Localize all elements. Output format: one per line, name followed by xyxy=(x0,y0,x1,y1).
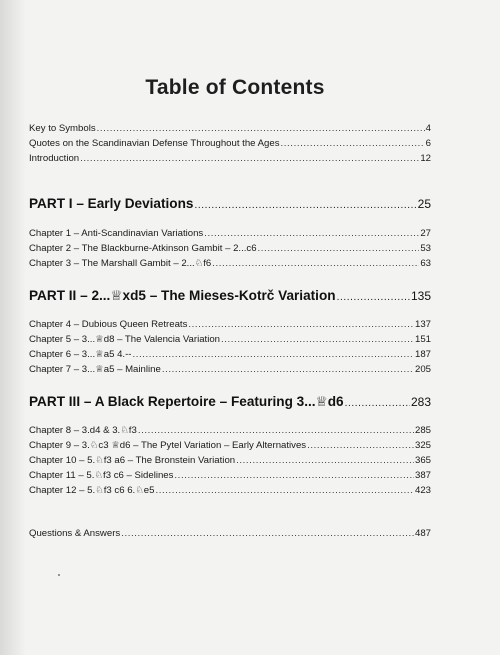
toc-entry-title: Chapter 12 – 5.♘f3 c6 6.♘e5 xyxy=(29,485,155,496)
toc-entry-page: 205 xyxy=(414,364,431,375)
toc-entry-title: Chapter 6 – 3...♕a5 4.-- xyxy=(29,349,132,360)
toc-entry[interactable] xyxy=(29,256,431,271)
dot-leader xyxy=(138,423,414,438)
toc-entry-page: 53 xyxy=(420,243,431,254)
toc-entry[interactable] xyxy=(29,453,431,468)
toc-entry-page: 4 xyxy=(425,123,431,134)
toc-entry-page: 12 xyxy=(420,153,431,164)
paper-speck xyxy=(58,574,60,576)
toc-part-2-chapters xyxy=(29,317,431,377)
toc-entry[interactable] xyxy=(29,121,431,136)
page-title: Table of Contents xyxy=(145,76,325,99)
toc-outro xyxy=(29,526,431,541)
dot-leader xyxy=(221,332,414,347)
dot-leader xyxy=(236,453,414,468)
toc-entry-title: Chapter 4 – Dubious Queen Retreats xyxy=(29,319,188,330)
toc-entry-page: 365 xyxy=(414,455,431,466)
dot-leader xyxy=(204,226,419,241)
toc-part-1-chapters xyxy=(29,226,431,271)
toc-entry-title: Introduction xyxy=(29,153,80,164)
dot-leader xyxy=(212,256,419,271)
toc-entry-page: 151 xyxy=(414,334,431,345)
toc-part-1 xyxy=(29,193,431,215)
toc-intro xyxy=(29,121,431,166)
toc-part-page: 135 xyxy=(410,289,431,303)
toc-part-heading[interactable] xyxy=(29,285,431,307)
toc-entry-title: Chapter 2 – The Blackburne-Atkinson Gambit – 2...c6 xyxy=(29,243,257,254)
toc-part-title: PART II – 2...♕xd5 – The Mieses-Kotrč Variation xyxy=(29,288,336,303)
toc-entry-title: Chapter 7 – 3...♕a5 – Mainline xyxy=(29,364,161,375)
toc-entry-page: 137 xyxy=(414,319,431,330)
toc-entry-title: Questions & Answers xyxy=(29,528,121,539)
toc-entry-title: Chapter 9 – 3.♘c3 ♕d6 – The Pytel Variation – Early Alternatives xyxy=(29,440,307,451)
dot-leader xyxy=(80,151,419,166)
dot-leader xyxy=(97,121,425,136)
dot-leader xyxy=(162,362,414,377)
dot-leader xyxy=(258,241,420,256)
toc-entry-title: Quotes on the Scandinavian Defense Throughout the Ages xyxy=(29,138,280,149)
toc-entry[interactable] xyxy=(29,438,431,453)
dot-leader xyxy=(194,195,416,217)
dot-leader xyxy=(155,483,414,498)
toc-part-page: 283 xyxy=(410,395,431,409)
toc-entry-page: 487 xyxy=(414,528,431,539)
toc-entry-page: 325 xyxy=(414,440,431,451)
dot-leader xyxy=(132,347,414,362)
toc-entry[interactable] xyxy=(29,526,431,541)
toc-entry[interactable] xyxy=(29,241,431,256)
toc-part-title: PART III – A Black Repertoire – Featuring 3...♕d6 xyxy=(29,394,344,409)
toc-entry[interactable] xyxy=(29,151,431,166)
toc-entry-title: Chapter 11 – 5.♘f3 c6 – Sidelines xyxy=(29,470,174,481)
dot-leader xyxy=(337,287,410,309)
toc-part-page: 25 xyxy=(417,197,431,211)
toc-entry[interactable] xyxy=(29,347,431,362)
toc-entry-page: 423 xyxy=(414,485,431,496)
dot-leader xyxy=(345,393,410,415)
toc-part-heading[interactable] xyxy=(29,193,431,215)
toc-entry-page: 6 xyxy=(425,138,431,149)
dot-leader xyxy=(174,468,414,483)
toc-entry-page: 387 xyxy=(414,470,431,481)
toc-entry[interactable] xyxy=(29,423,431,438)
toc-entry-title: Key to Symbols xyxy=(29,123,96,134)
dot-leader xyxy=(281,136,425,151)
toc-entry-title: Chapter 10 – 5.♘f3 a6 – The Bronstein Variation xyxy=(29,455,236,466)
toc-entry-page: 187 xyxy=(414,349,431,360)
toc-part-3-chapters xyxy=(29,423,431,498)
toc-entry[interactable] xyxy=(29,468,431,483)
dot-leader xyxy=(188,317,414,332)
toc-entry[interactable] xyxy=(29,136,431,151)
toc-part-2 xyxy=(29,285,431,307)
toc-entry[interactable] xyxy=(29,332,431,347)
toc-entry[interactable] xyxy=(29,362,431,377)
toc-entry[interactable] xyxy=(29,226,431,241)
toc-entry-page: 27 xyxy=(420,228,431,239)
toc-entry[interactable] xyxy=(29,483,431,498)
toc-part-title: PART I – Early Deviations xyxy=(29,196,194,211)
toc-part-3 xyxy=(29,391,431,413)
toc-entry-title: Chapter 8 – 3.d4 & 3.♘f3 xyxy=(29,425,137,436)
dot-leader xyxy=(121,526,414,541)
toc-part-heading[interactable] xyxy=(29,391,431,413)
toc-entry-page: 63 xyxy=(420,258,431,269)
toc-entry-title: Chapter 3 – The Marshall Gambit – 2...♘f6 xyxy=(29,258,212,269)
toc-entry-title: Chapter 1 – Anti-Scandinavian Variations xyxy=(29,228,204,239)
toc-entry[interactable] xyxy=(29,317,431,332)
toc-entry-title: Chapter 5 – 3...♕d8 – The Valencia Variation xyxy=(29,334,220,345)
dot-leader xyxy=(307,438,414,453)
toc-entry-page: 285 xyxy=(414,425,431,436)
